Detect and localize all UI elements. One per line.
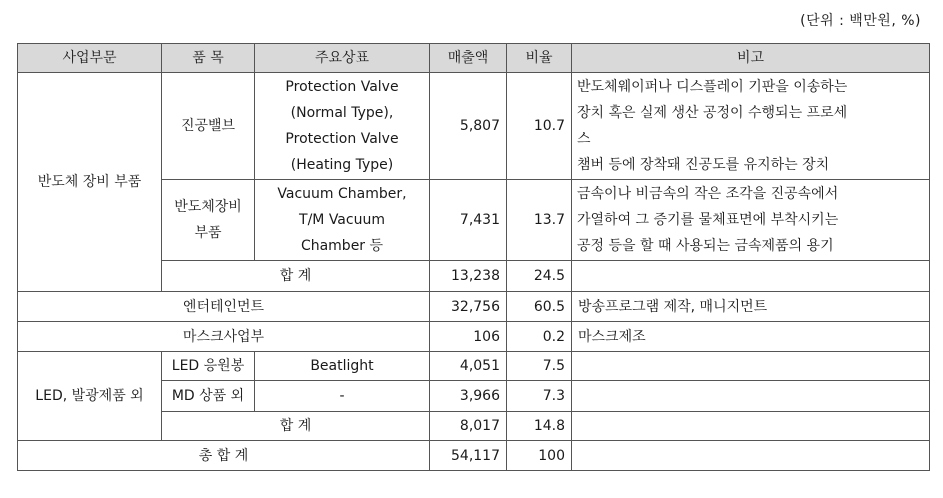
remarks-cell [572,381,930,412]
division-led: LED, 발광제품 외 [18,352,162,441]
sales-cell: 54,117 [430,441,507,471]
brand-line: Chamber 등 [300,238,384,254]
subtotal-label: 합 계 [162,412,430,441]
remarks-cell: 방송프로그램 제작, 매니지먼트 [572,292,930,322]
brand-line: Vacuum Chamber, [277,186,407,202]
sales-cell: 5,807 [430,73,507,180]
remarks-line: 스 [577,131,591,147]
unit-note: (단위 : 백만원, %) [800,13,921,29]
division-mask: 마스크사업부 [18,322,430,352]
remarks-line: 가열하여 그 증기를 물체표면에 부착시키는 [577,212,839,228]
ratio-cell: 10.7 [507,73,572,180]
total-label: 총 합 계 [18,441,430,471]
sales-cell: 4,051 [430,352,507,381]
remarks-line: 장치 혹은 실제 생산 공정이 수행되는 프로세 [577,105,848,121]
ratio-cell: 13.7 [507,180,572,261]
brand-line: Protection Valve [285,131,399,147]
sales-cell: 106 [430,322,507,352]
header-row [18,44,930,73]
table-row [18,73,930,180]
brand-line: (Normal Type), [290,105,394,121]
ratio-cell: 60.5 [507,292,572,322]
division-entertainment: 엔터테인먼트 [18,292,430,322]
header-ratio: 비율 [507,44,572,73]
remarks-cell [572,180,930,261]
brand-cell [255,180,430,261]
remarks-cell [572,352,930,381]
item-cell [162,180,255,261]
item-line: 부품 [194,225,222,241]
ratio-cell: 7.5 [507,352,572,381]
brand-line: (Heating Type) [290,157,394,173]
subtotal-label: 합 계 [162,261,430,292]
remarks-cell [572,261,930,292]
item-cell: 진공밸브 [162,73,255,180]
header-remarks: 비고 [572,44,930,73]
sales-cell: 8,017 [430,412,507,441]
table-row [18,352,930,381]
header-division: 사업부문 [18,44,162,73]
business-segment-table [17,43,930,471]
remarks-line: 공정 등을 할 때 사용되는 금속제품의 용기 [577,238,834,254]
sales-cell: 7,431 [430,180,507,261]
remarks-cell [572,441,930,471]
sales-cell: 32,756 [430,292,507,322]
remarks-line: 챔버 등에 장착돼 진공도를 유지하는 장치 [577,157,830,173]
header-item: 품 목 [162,44,255,73]
item-cell: LED 응원봉 [162,352,255,381]
table-row [18,292,930,322]
brand-line: T/M Vacuum [299,212,385,228]
ratio-cell: 0.2 [507,322,572,352]
division-semiconductor: 반도체 장비 부품 [18,73,162,292]
brand-line: Protection Valve [285,79,399,95]
header-brand: 주요상표 [255,44,430,73]
remarks-line: 반도체웨이퍼나 디스플레이 기판을 이송하는 [577,79,848,95]
item-cell: MD 상품 외 [162,381,255,412]
remarks-cell [572,412,930,441]
item-line: 반도체장비 [174,199,242,215]
sales-cell: 13,238 [430,261,507,292]
table-row [18,322,930,352]
ratio-cell: 7.3 [507,381,572,412]
remarks-line: 금속이나 비금속의 작은 조각을 진공속에서 [577,186,839,202]
brand-cell: - [255,381,430,412]
total-row [18,441,930,471]
ratio-cell: 24.5 [507,261,572,292]
header-sales: 매출액 [430,44,507,73]
brand-cell: Beatlight [255,352,430,381]
sales-cell: 3,966 [430,381,507,412]
remarks-cell [572,73,930,180]
ratio-cell: 14.8 [507,412,572,441]
brand-cell [255,73,430,180]
ratio-cell: 100 [507,441,572,471]
remarks-cell: 마스크제조 [572,322,930,352]
